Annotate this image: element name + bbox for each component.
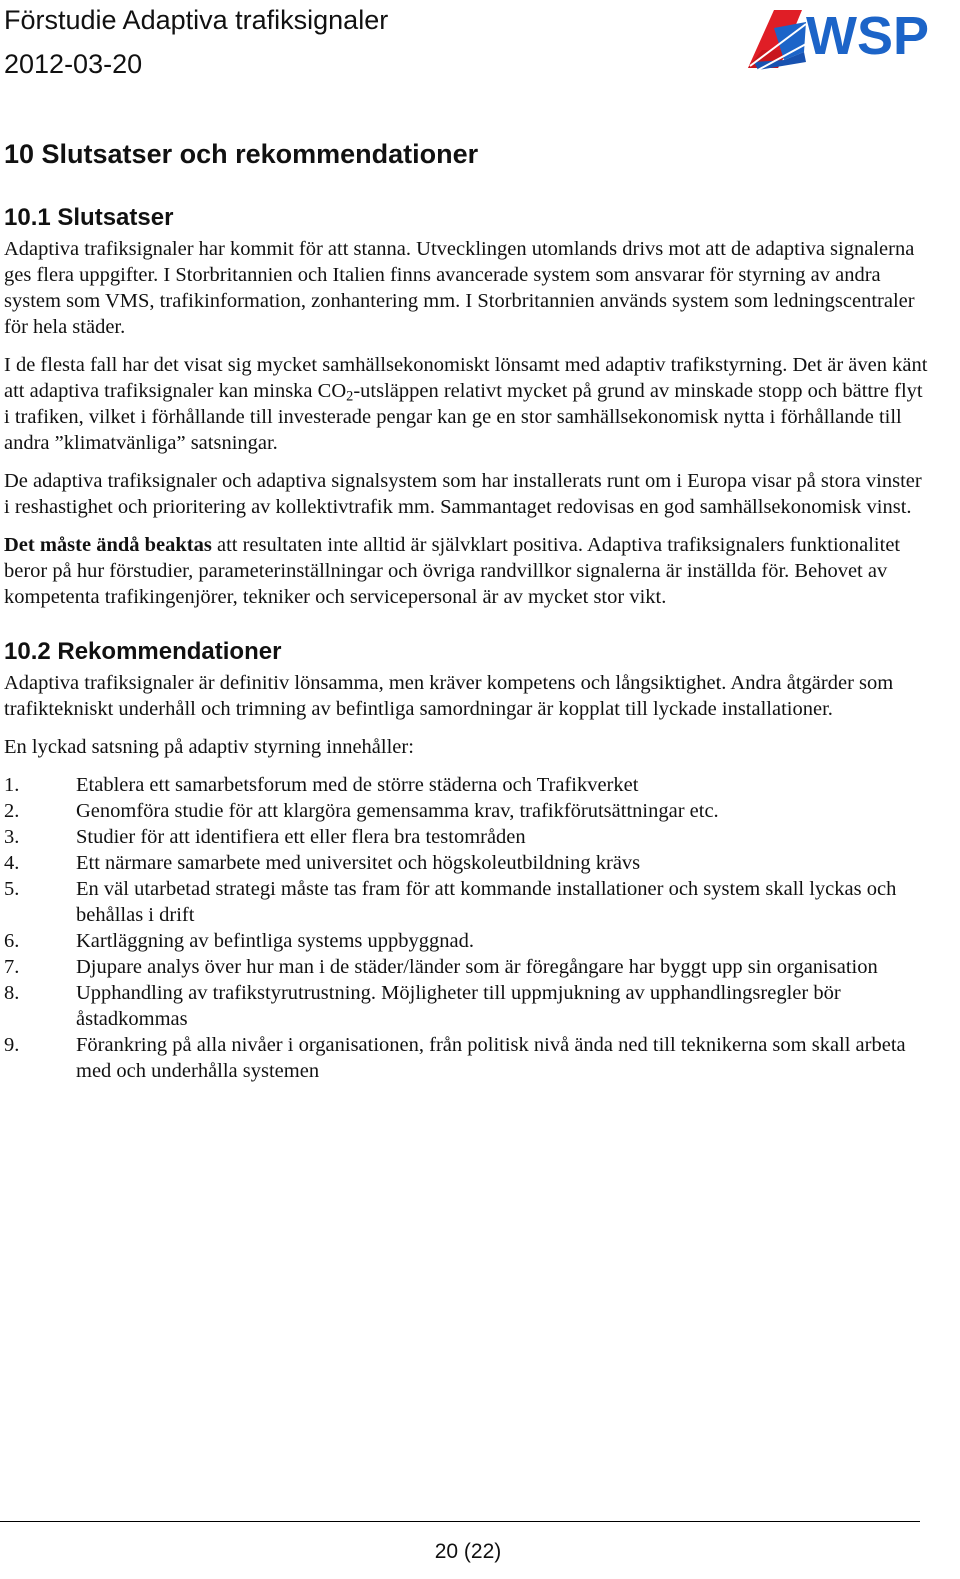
list-item-number: 1. [4, 774, 20, 796]
list-item-number: 5. [4, 878, 20, 900]
list-item-text: Förankring på alla nivåer i organisationen, från politisk nivå ända ned till teknikerna som skall arbeta med och underhålla systemen [76, 1034, 906, 1082]
paragraph: De adaptiva trafiksignaler och adaptiva signalsystem som har installerats runt om i Europa visar på stora vinster i reshastighet och prioritering av kollektivtrafik mm. Sammantaget redovisas en god samhällsekonomisk vinst. [4, 470, 922, 518]
subsection-heading-rekommendationer: 10.2 Rekommendationer [4, 638, 282, 665]
recommendation-list [4, 772, 932, 1084]
wsp-logo [744, 4, 954, 74]
list-item-text: Genomföra studie för att klargöra gemensamma krav, trafikförutsättningar etc. [76, 800, 719, 822]
list-item [4, 824, 932, 850]
list-item [4, 928, 932, 954]
list-item-number: 2. [4, 800, 20, 822]
list-item-text: Kartläggning av befintliga systems uppbyggnad. [76, 930, 474, 952]
page-number: 20 (22) [434, 1540, 502, 1563]
list-item-text: Upphandling av trafikstyrutrustning. Möjligheter till uppmjukning av upphandlingsregler bör åstadkommas [76, 982, 841, 1030]
list-item-number: 8. [4, 982, 20, 1004]
list-item-number: 9. [4, 1034, 20, 1056]
main-content [4, 134, 932, 1084]
paragraph: En lyckad satsning på adaptiv styrning innehåller: [4, 736, 414, 758]
list-item [4, 798, 932, 824]
footer-divider [0, 1521, 920, 1522]
list-item-number: 3. [4, 826, 20, 848]
list-item-number: 7. [4, 956, 20, 978]
subscript: 2 [346, 388, 354, 405]
paragraph [4, 532, 932, 610]
emphasis-text: Det måste ändå beaktas [4, 534, 212, 556]
paragraph-text: att resultaten inte alltid är självklart positiva. Adaptiva trafiksignalers funktionalitet beror på hur förstudier, parameterinställningar och övriga randvillkor signalerna är inställda för. Behovet av kompetenta trafikingenjörer, tekniker och servicepersonal är av mycket stor vikt. [4, 534, 901, 608]
section-heading: 10 Slutsatser och rekommendationer [4, 139, 479, 169]
paragraph [4, 352, 932, 456]
wsp-logo-icon [744, 4, 954, 74]
paragraph: Adaptiva trafiksignaler har kommit för att stanna. Utvecklingen utomlands drivs mot att de adaptiva signalerna ges flera uppgifter. I Storbritannien och Italien finns avancerade system som ansvarar för styrning av andra system som VMS, trafikinformation, zonhantering mm. I Storbritannien används system som ledningscentraler för hela städer. [4, 238, 915, 338]
list-item-text: En väl utarbetad strategi måste tas fram för att kommande installationer och system skall lyckas och behållas i drift [76, 878, 897, 926]
list-item [4, 980, 932, 1032]
paragraph-text: I de flesta fall har det visat sig mycket samhällsekonomiskt lönsamt med adaptiv trafikstyrning. Det är även känt att adaptiva trafiksignaler kan minska CO [4, 354, 928, 402]
logo-text: WSP [806, 6, 930, 66]
list-item [4, 954, 932, 980]
list-item [4, 850, 932, 876]
paragraph-text: -utsläppen relativt mycket på grund av minskade stopp och bättre flyt i trafiken, vilket i förhållande till investerade pengar kan ge en stor samhällsekonomisk nytta i förhållande till andra ”klimatvänliga” satsningar. [4, 380, 923, 454]
subsection-heading-slutsatser: 10.1 Slutsatser [4, 204, 174, 231]
list-item [4, 772, 932, 798]
list-item-text: Ett närmare samarbete med universitet och högskoleutbildning krävs [76, 852, 641, 874]
list-item [4, 876, 932, 928]
list-item-text: Studier för att identifiera ett eller flera bra testområden [76, 826, 526, 848]
list-item-number: 4. [4, 852, 20, 874]
paragraph: Adaptiva trafiksignaler är definitiv lönsamma, men kräver kompetens och långsiktighet. Andra åtgärder som trafiktekniskt underhåll och trimning av befintliga samordningar är kopplat till lyckade installationer. [4, 672, 894, 720]
list-item [4, 1032, 932, 1084]
document-date: 2012-03-20 [4, 49, 143, 79]
list-item-text: Djupare analys över hur man i de städer/länder som är föregångare har byggt upp sin organisation [76, 956, 878, 978]
document-title: Förstudie Adaptiva trafiksignaler [4, 5, 389, 35]
list-item-text: Etablera ett samarbetsforum med de större städerna och Trafikverket [76, 774, 639, 796]
list-item-number: 6. [4, 930, 20, 952]
